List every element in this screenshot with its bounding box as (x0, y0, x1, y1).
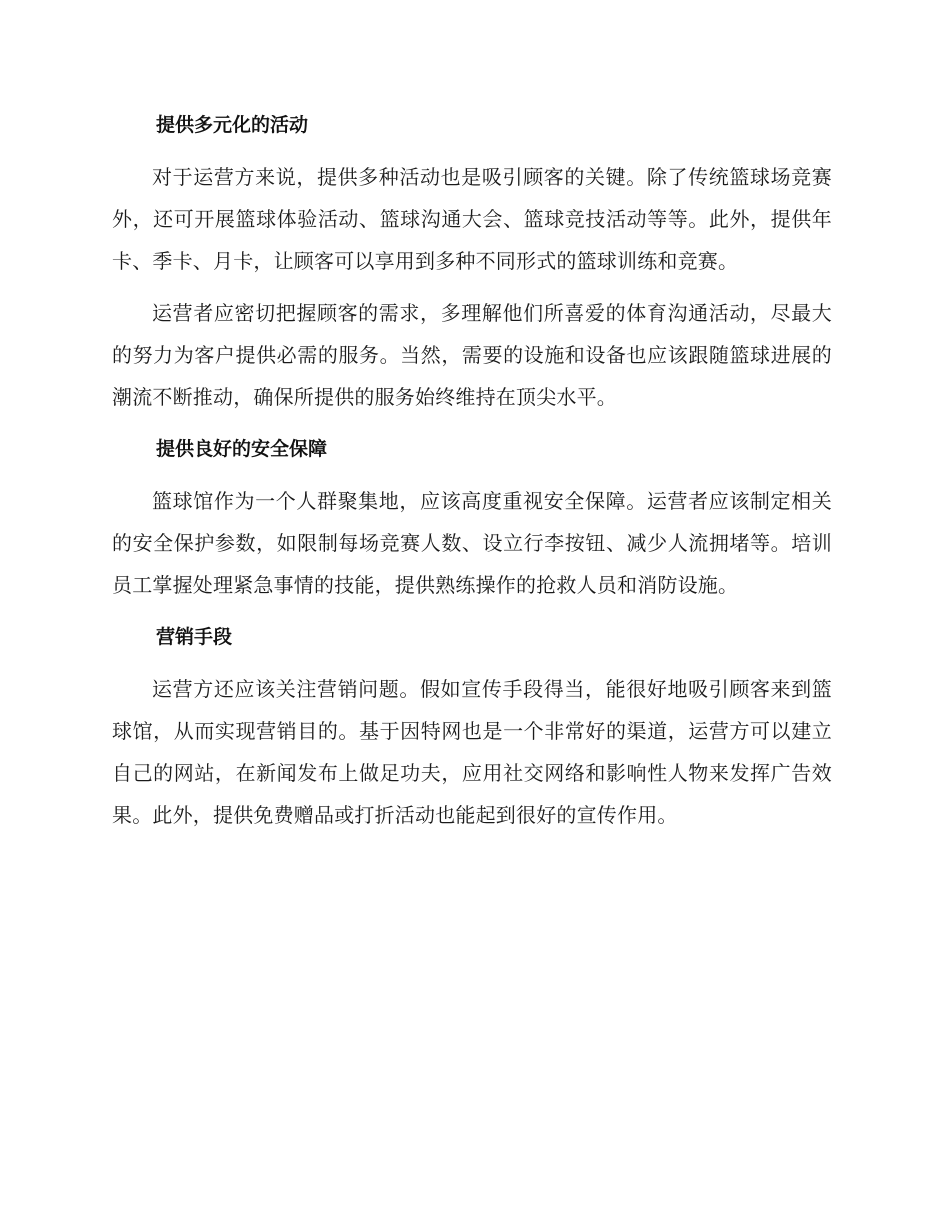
paragraph: 篮球馆作为一个人群聚集地，应该高度重视安全保障。运营者应该制定相关的安全保护参数，如限制每场竞赛人数、设立行李按钮、减少人流拥堵等。培训员工掌握处理紧急事情的技能，提供熟练操作的抢救人员和消防设施。 (112, 489, 832, 597)
document-page (112, 104, 832, 846)
section-safety (112, 428, 832, 606)
paragraph: 运营方还应该关注营销问题。假如宣传手段得当，能很好地吸引顾客来到篮球馆，从而实现营销目的。基于因特网也是一个非常好的渠道，运营方可以建立自己的网站，在新闻发布上做足功夫，应用社交网络和影响性人物来发挥广告效果。此外，提供免费赠品或打折活动也能起到很好的宣传作用。 (112, 677, 832, 827)
section-activities (112, 104, 832, 418)
section-heading: 提供良好的安全保障 (156, 438, 328, 460)
paragraph: 运营者应密切把握顾客的需求，多理解他们所喜爱的体育沟通活动，尽最大的努力为客户提供必需的服务。当然，需要的设施和设备也应该跟随篮球进展的潮流不断推动，确保所提供的服务始终维持在顶尖水平。 (112, 301, 832, 409)
paragraph: 对于运营方来说，提供多种活动也是吸引顾客的关键。除了传统篮球场竞赛外，还可开展篮球体验活动、篮球沟通大会、篮球竞技活动等等。此外，提供年卡、季卡、月卡，让顾客可以享用到多种不同形式的篮球训练和竞赛。 (112, 165, 832, 273)
section-heading: 提供多元化的活动 (156, 114, 309, 136)
section-heading: 营销手段 (156, 626, 233, 648)
section-marketing (112, 616, 832, 836)
